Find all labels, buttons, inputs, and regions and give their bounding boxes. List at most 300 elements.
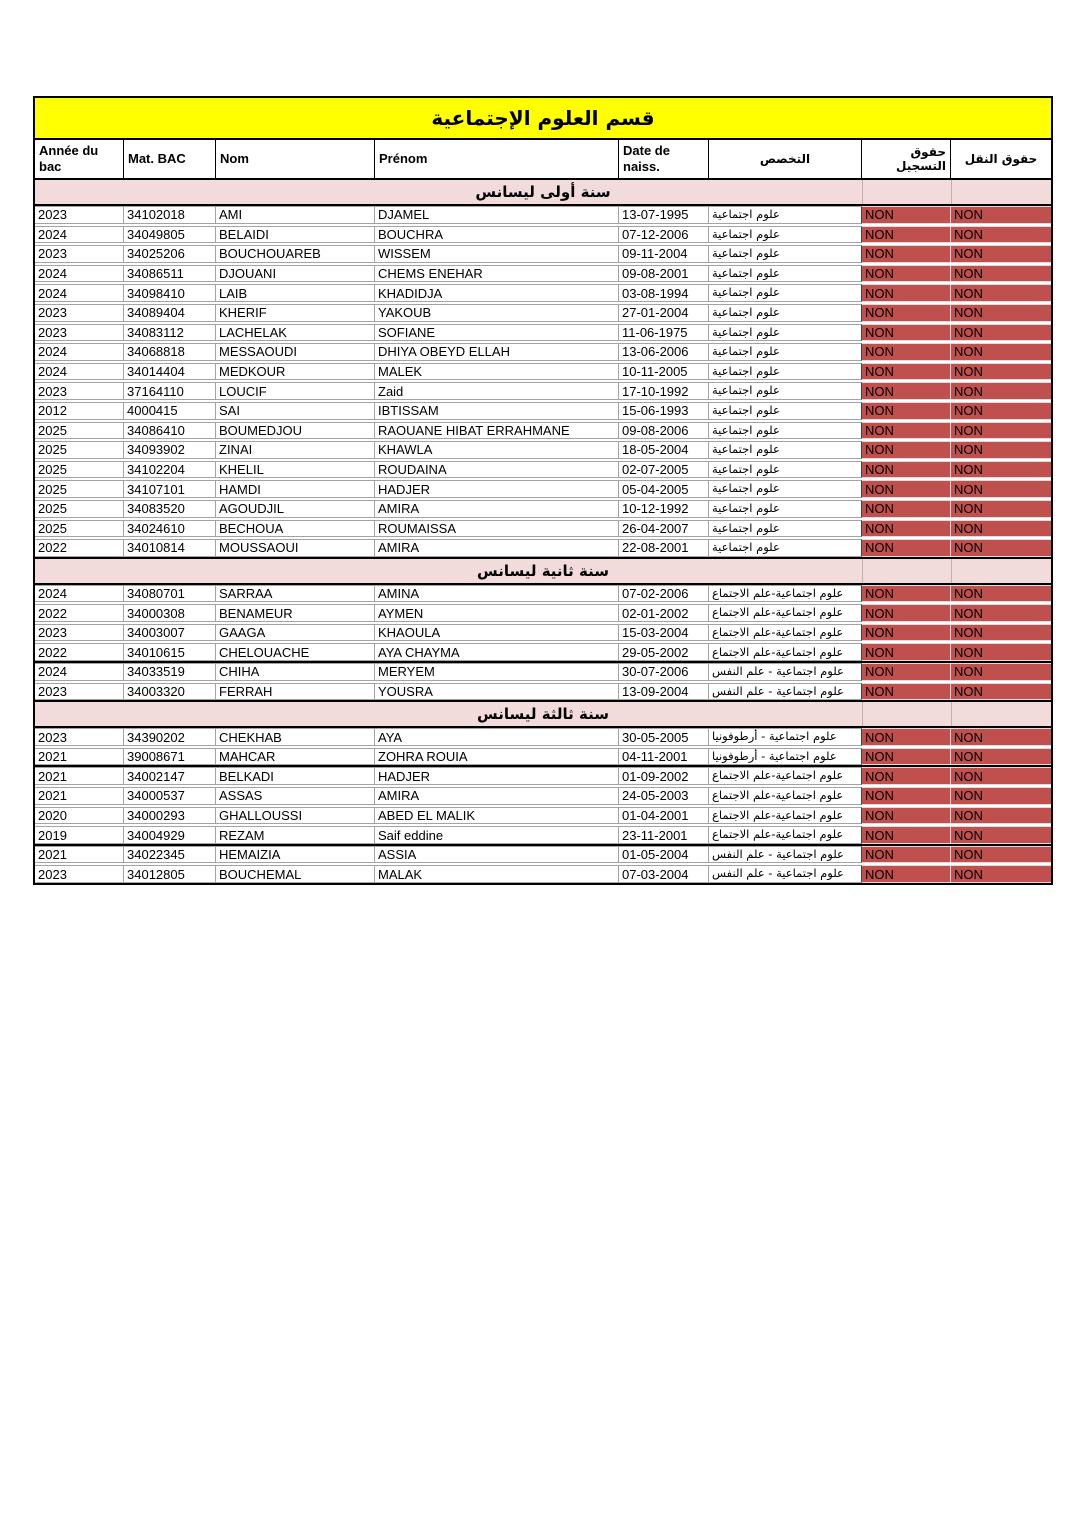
cell-nom: GAAGA <box>216 624 375 642</box>
cell-spec: علوم اجتماعية <box>709 324 862 342</box>
cell-prenom: Saif eddine <box>375 826 619 844</box>
cell-spec: علوم اجتماعية - أرطوفونيا <box>709 748 862 766</box>
cell-prenom: AMINA <box>375 585 619 603</box>
cell-spec: علوم اجتماعية-علم الاجتماع <box>709 767 862 785</box>
cell-annee: 2022 <box>35 643 124 661</box>
cell-nom: MOUSSAOUI <box>216 539 375 557</box>
table-row <box>35 643 1051 661</box>
cell-annee: 2023 <box>35 324 124 342</box>
cell-insc: NON <box>862 441 951 459</box>
cell-transfert: NON <box>951 663 1051 681</box>
cell-nom: BELAIDI <box>216 226 375 244</box>
cell-prenom: HADJER <box>375 480 619 498</box>
cell-insc: NON <box>862 767 951 785</box>
cell-insc: NON <box>862 245 951 263</box>
cell-annee: 2021 <box>35 767 124 785</box>
cell-transfert: NON <box>951 767 1051 785</box>
cell-spec: علوم اجتماعية <box>709 441 862 459</box>
cell-annee: 2023 <box>35 728 124 746</box>
table-row <box>35 539 1051 557</box>
cell-nom: KHERIF <box>216 304 375 322</box>
cell-insc: NON <box>862 846 951 864</box>
cell-transfert: NON <box>951 683 1051 701</box>
cell-transfert: NON <box>951 461 1051 479</box>
cell-mat: 34086511 <box>124 265 216 283</box>
cell-mat: 34000308 <box>124 604 216 622</box>
table-row <box>35 265 1051 283</box>
row-group <box>35 663 1051 702</box>
table-row <box>35 284 1051 302</box>
section-title: سنة ثالثة ليسانس <box>476 705 610 724</box>
cell-insc: NON <box>862 500 951 518</box>
cell-mat: 34083112 <box>124 324 216 342</box>
cell-transfert: NON <box>951 284 1051 302</box>
cell-annee: 2023 <box>35 304 124 322</box>
section <box>35 702 1051 883</box>
table-row <box>35 767 1051 785</box>
cell-annee: 2022 <box>35 604 124 622</box>
column-header-specialty: التخصص <box>709 140 862 178</box>
table-row <box>35 402 1051 420</box>
cell-annee: 2024 <box>35 343 124 361</box>
column-header-date: Date de naiss. <box>619 140 709 178</box>
row-group <box>35 728 1051 767</box>
cell-insc: NON <box>862 807 951 825</box>
cell-spec: علوم اجتماعية-علم الاجتماع <box>709 624 862 642</box>
cell-transfert: NON <box>951 363 1051 381</box>
cell-prenom: AYMEN <box>375 604 619 622</box>
column-header-frais-transfert: حقوق النقل <box>964 151 1038 166</box>
table-row <box>35 461 1051 479</box>
cell-spec: علوم اجتماعية <box>709 402 862 420</box>
cell-date: 15-06-1993 <box>619 402 709 420</box>
cell-spec: علوم اجتماعية <box>709 284 862 302</box>
table-title-bar <box>35 98 1051 140</box>
cell-prenom: ABED EL MALIK <box>375 807 619 825</box>
cell-prenom: ZOHRA ROUIA <box>375 748 619 766</box>
cell-prenom: AMIRA <box>375 500 619 518</box>
cell-spec: علوم اجتماعية-علم الاجتماع <box>709 807 862 825</box>
cell-insc: NON <box>862 480 951 498</box>
table-row <box>35 787 1051 805</box>
cell-prenom: MERYEM <box>375 663 619 681</box>
table-row <box>35 363 1051 381</box>
cell-nom: SARRAA <box>216 585 375 603</box>
cell-annee: 2024 <box>35 265 124 283</box>
table-row <box>35 520 1051 538</box>
cell-insc: NON <box>862 826 951 844</box>
cell-date: 22-08-2001 <box>619 539 709 557</box>
cell-date: 18-05-2004 <box>619 441 709 459</box>
table-row <box>35 865 1051 883</box>
cell-prenom: KHAOULA <box>375 624 619 642</box>
cell-spec: علوم اجتماعية - أرطوفونيا <box>709 728 862 746</box>
cell-date: 30-05-2005 <box>619 728 709 746</box>
cell-transfert: NON <box>951 604 1051 622</box>
cell-prenom: MALEK <box>375 363 619 381</box>
section-divider-line <box>951 559 952 583</box>
cell-insc: NON <box>862 363 951 381</box>
cell-annee: 2023 <box>35 683 124 701</box>
students-table <box>33 96 1053 885</box>
cell-spec: علوم اجتماعية <box>709 461 862 479</box>
cell-transfert: NON <box>951 480 1051 498</box>
cell-mat: 34003007 <box>124 624 216 642</box>
cell-date: 09-11-2004 <box>619 245 709 263</box>
cell-spec: علوم اجتماعية-علم الاجتماع <box>709 787 862 805</box>
cell-nom: AMI <box>216 206 375 224</box>
cell-date: 30-07-2006 <box>619 663 709 681</box>
cell-prenom: ASSIA <box>375 846 619 864</box>
cell-spec: علوم اجتماعية <box>709 382 862 400</box>
cell-spec: علوم اجتماعية <box>709 226 862 244</box>
cell-insc: NON <box>862 324 951 342</box>
cell-insc: NON <box>862 728 951 746</box>
cell-insc: NON <box>862 643 951 661</box>
cell-mat: 34102018 <box>124 206 216 224</box>
cell-prenom: IBTISSAM <box>375 402 619 420</box>
cell-prenom: YOUSRA <box>375 683 619 701</box>
cell-nom: ZINAI <box>216 441 375 459</box>
cell-spec: علوم اجتماعية <box>709 500 862 518</box>
cell-prenom: KHAWLA <box>375 441 619 459</box>
cell-transfert: NON <box>951 748 1051 766</box>
table-row <box>35 846 1051 864</box>
cell-mat: 34024610 <box>124 520 216 538</box>
cell-annee: 2023 <box>35 865 124 883</box>
cell-transfert: NON <box>951 304 1051 322</box>
cell-insc: NON <box>862 787 951 805</box>
cell-mat: 34107101 <box>124 480 216 498</box>
cell-mat: 34080701 <box>124 585 216 603</box>
cell-prenom: ROUDAINA <box>375 461 619 479</box>
cell-nom: MEDKOUR <box>216 363 375 381</box>
cell-insc: NON <box>862 382 951 400</box>
cell-insc: NON <box>862 343 951 361</box>
cell-transfert: NON <box>951 402 1051 420</box>
cell-transfert: NON <box>951 539 1051 557</box>
cell-annee: 2025 <box>35 441 124 459</box>
cell-insc: NON <box>862 539 951 557</box>
cell-nom: ASSAS <box>216 787 375 805</box>
cell-transfert: NON <box>951 441 1051 459</box>
table-row <box>35 382 1051 400</box>
cell-annee: 2012 <box>35 402 124 420</box>
table-row <box>35 585 1051 603</box>
cell-spec: علوم اجتماعية <box>709 265 862 283</box>
cell-spec: علوم اجتماعية <box>709 304 862 322</box>
cell-mat: 34010615 <box>124 643 216 661</box>
cell-date: 13-07-1995 <box>619 206 709 224</box>
section-divider-line <box>862 180 863 204</box>
cell-prenom: DHIYA OBEYD ELLAH <box>375 343 619 361</box>
cell-annee: 2023 <box>35 245 124 263</box>
cell-date: 01-05-2004 <box>619 846 709 864</box>
cell-date: 15-03-2004 <box>619 624 709 642</box>
cell-nom: REZAM <box>216 826 375 844</box>
cell-transfert: NON <box>951 422 1051 440</box>
cell-date: 10-12-1992 <box>619 500 709 518</box>
cell-date: 07-02-2006 <box>619 585 709 603</box>
cell-annee: 2025 <box>35 422 124 440</box>
row-group <box>35 767 1051 845</box>
cell-date: 07-03-2004 <box>619 865 709 883</box>
table-row <box>35 324 1051 342</box>
cell-nom: MESSAOUDI <box>216 343 375 361</box>
cell-mat: 34089404 <box>124 304 216 322</box>
table-row <box>35 343 1051 361</box>
cell-transfert: NON <box>951 245 1051 263</box>
cell-transfert: NON <box>951 226 1051 244</box>
cell-spec: علوم اجتماعية <box>709 480 862 498</box>
cell-insc: NON <box>862 520 951 538</box>
cell-mat: 34022345 <box>124 846 216 864</box>
cell-annee: 2021 <box>35 748 124 766</box>
cell-transfert: NON <box>951 846 1051 864</box>
cell-spec: علوم اجتماعية - علم النفس <box>709 846 862 864</box>
cell-nom: DJOUANI <box>216 265 375 283</box>
cell-insc: NON <box>862 585 951 603</box>
cell-prenom: ROUMAISSA <box>375 520 619 538</box>
cell-insc: NON <box>862 683 951 701</box>
cell-annee: 2023 <box>35 624 124 642</box>
cell-mat: 34010814 <box>124 539 216 557</box>
cell-date: 26-04-2007 <box>619 520 709 538</box>
cell-prenom: KHADIDJA <box>375 284 619 302</box>
cell-spec: علوم اجتماعية <box>709 343 862 361</box>
table-row <box>35 422 1051 440</box>
cell-date: 03-08-1994 <box>619 284 709 302</box>
section-header-row <box>35 180 1051 206</box>
table-row <box>35 245 1051 263</box>
cell-mat: 34086410 <box>124 422 216 440</box>
table-row <box>35 226 1051 244</box>
cell-annee: 2025 <box>35 461 124 479</box>
cell-mat: 37164110 <box>124 382 216 400</box>
cell-date: 27-01-2004 <box>619 304 709 322</box>
cell-prenom: DJAMEL <box>375 206 619 224</box>
cell-transfert: NON <box>951 787 1051 805</box>
cell-date: 24-05-2003 <box>619 787 709 805</box>
cell-spec: علوم اجتماعية - علم النفس <box>709 663 862 681</box>
cell-date: 04-11-2001 <box>619 748 709 766</box>
cell-annee: 2025 <box>35 500 124 518</box>
cell-nom: MAHCAR <box>216 748 375 766</box>
cell-annee: 2020 <box>35 807 124 825</box>
cell-transfert: NON <box>951 520 1051 538</box>
cell-nom: HEMAIZIA <box>216 846 375 864</box>
cell-date: 02-01-2002 <box>619 604 709 622</box>
cell-annee: 2019 <box>35 826 124 844</box>
cell-annee: 2023 <box>35 382 124 400</box>
cell-nom: LOUCIF <box>216 382 375 400</box>
cell-annee: 2023 <box>35 206 124 224</box>
cell-spec: علوم اجتماعية <box>709 206 862 224</box>
cell-mat: 34025206 <box>124 245 216 263</box>
cell-spec: علوم اجتماعية-علم الاجتماع <box>709 585 862 603</box>
cell-annee: 2024 <box>35 284 124 302</box>
column-header-annee: Année du bac <box>35 140 124 178</box>
cell-insc: NON <box>862 422 951 440</box>
section <box>35 180 1051 559</box>
cell-mat: 34004929 <box>124 826 216 844</box>
cell-insc: NON <box>862 206 951 224</box>
table-row <box>35 683 1051 701</box>
cell-transfert: NON <box>951 265 1051 283</box>
table-row <box>35 748 1051 766</box>
cell-insc: NON <box>862 604 951 622</box>
cell-prenom: HADJER <box>375 767 619 785</box>
cell-annee: 2024 <box>35 226 124 244</box>
cell-transfert: NON <box>951 206 1051 224</box>
table-row <box>35 728 1051 746</box>
section-header-row <box>35 702 1051 728</box>
cell-nom: HAMDI <box>216 480 375 498</box>
table-row <box>35 480 1051 498</box>
section-divider-line <box>951 702 952 726</box>
section-header-row <box>35 559 1051 585</box>
column-header-prenom: Prénom <box>375 140 619 178</box>
cell-mat: 34049805 <box>124 226 216 244</box>
cell-transfert: NON <box>951 826 1051 844</box>
cell-mat: 34012805 <box>124 865 216 883</box>
cell-insc: NON <box>862 226 951 244</box>
table-row <box>35 624 1051 642</box>
page-title: قسم العلوم الإجتماعية <box>431 106 655 130</box>
cell-mat: 34102204 <box>124 461 216 479</box>
cell-mat: 34068818 <box>124 343 216 361</box>
table-row <box>35 604 1051 622</box>
cell-date: 29-05-2002 <box>619 643 709 661</box>
cell-annee: 2024 <box>35 663 124 681</box>
cell-spec: علوم اجتماعية <box>709 422 862 440</box>
cell-mat: 34003320 <box>124 683 216 701</box>
cell-mat: 34093902 <box>124 441 216 459</box>
table-body <box>35 180 1051 883</box>
cell-nom: CHIHA <box>216 663 375 681</box>
cell-date: 09-08-2006 <box>619 422 709 440</box>
cell-date: 01-09-2002 <box>619 767 709 785</box>
table-row <box>35 500 1051 518</box>
cell-insc: NON <box>862 284 951 302</box>
cell-nom: GHALLOUSSI <box>216 807 375 825</box>
section <box>35 559 1051 703</box>
cell-date: 02-07-2005 <box>619 461 709 479</box>
cell-annee: 2024 <box>35 363 124 381</box>
cell-insc: NON <box>862 402 951 420</box>
cell-nom: CHEKHAB <box>216 728 375 746</box>
cell-mat: 39008671 <box>124 748 216 766</box>
section-divider-line <box>951 180 952 204</box>
cell-date: 09-08-2001 <box>619 265 709 283</box>
cell-mat: 34390202 <box>124 728 216 746</box>
cell-transfert: NON <box>951 807 1051 825</box>
cell-nom: CHELOUACHE <box>216 643 375 661</box>
cell-date: 05-04-2005 <box>619 480 709 498</box>
cell-prenom: AMIRA <box>375 787 619 805</box>
row-group <box>35 846 1051 883</box>
cell-mat: 34014404 <box>124 363 216 381</box>
row-group <box>35 206 1051 559</box>
cell-annee: 2021 <box>35 846 124 864</box>
cell-date: 23-11-2001 <box>619 826 709 844</box>
cell-prenom: AYA CHAYMA <box>375 643 619 661</box>
cell-nom: BECHOUA <box>216 520 375 538</box>
cell-date: 01-04-2001 <box>619 807 709 825</box>
cell-nom: LAIB <box>216 284 375 302</box>
cell-transfert: NON <box>951 624 1051 642</box>
cell-nom: KHELIL <box>216 461 375 479</box>
cell-prenom: RAOUANE HIBAT ERRAHMANE <box>375 422 619 440</box>
cell-date: 11-06-1975 <box>619 324 709 342</box>
cell-nom: AGOUDJIL <box>216 500 375 518</box>
cell-date: 07-12-2006 <box>619 226 709 244</box>
cell-transfert: NON <box>951 585 1051 603</box>
cell-transfert: NON <box>951 343 1051 361</box>
cell-insc: NON <box>862 624 951 642</box>
cell-prenom: YAKOUB <box>375 304 619 322</box>
cell-spec: علوم اجتماعية-علم الاجتماع <box>709 826 862 844</box>
cell-spec: علوم اجتماعية <box>709 539 862 557</box>
cell-nom: SAI <box>216 402 375 420</box>
table-row <box>35 807 1051 825</box>
cell-nom: BELKADI <box>216 767 375 785</box>
cell-date: 10-11-2005 <box>619 363 709 381</box>
cell-nom: LACHELAK <box>216 324 375 342</box>
section-title: سنة أولى ليسانس <box>475 183 611 201</box>
cell-spec: علوم اجتماعية-علم الاجتماع <box>709 604 862 622</box>
cell-prenom: MALAK <box>375 865 619 883</box>
cell-annee: 2022 <box>35 539 124 557</box>
cell-insc: NON <box>862 265 951 283</box>
cell-nom: BOUCHEMAL <box>216 865 375 883</box>
cell-annee: 2025 <box>35 520 124 538</box>
cell-spec: علوم اجتماعية-علم الاجتماع <box>709 643 862 661</box>
cell-mat: 34098410 <box>124 284 216 302</box>
cell-mat: 34000293 <box>124 807 216 825</box>
table-header-row <box>35 140 1051 180</box>
cell-prenom: AYA <box>375 728 619 746</box>
cell-insc: NON <box>862 865 951 883</box>
cell-transfert: NON <box>951 324 1051 342</box>
table-row <box>35 441 1051 459</box>
cell-prenom: SOFIANE <box>375 324 619 342</box>
cell-insc: NON <box>862 304 951 322</box>
column-header-nom: Nom <box>216 140 375 178</box>
section-divider-line <box>862 559 863 583</box>
cell-spec: علوم اجتماعية <box>709 245 862 263</box>
cell-transfert: NON <box>951 643 1051 661</box>
cell-mat: 4000415 <box>124 402 216 420</box>
cell-nom: BOUMEDJOU <box>216 422 375 440</box>
column-header-frais-inscription: حقوق التسجيل <box>862 140 951 178</box>
cell-prenom: CHEMS ENEHAR <box>375 265 619 283</box>
cell-date: 13-09-2004 <box>619 683 709 701</box>
cell-mat: 34000537 <box>124 787 216 805</box>
table-row <box>35 663 1051 681</box>
cell-nom: FERRAH <box>216 683 375 701</box>
cell-transfert: NON <box>951 728 1051 746</box>
cell-nom: BENAMEUR <box>216 604 375 622</box>
cell-date: 13-06-2006 <box>619 343 709 361</box>
table-row <box>35 206 1051 224</box>
cell-transfert: NON <box>951 500 1051 518</box>
cell-mat: 34002147 <box>124 767 216 785</box>
cell-transfert: NON <box>951 382 1051 400</box>
cell-spec: علوم اجتماعية - علم النفس <box>709 865 862 883</box>
cell-mat: 34033519 <box>124 663 216 681</box>
row-group <box>35 585 1051 663</box>
